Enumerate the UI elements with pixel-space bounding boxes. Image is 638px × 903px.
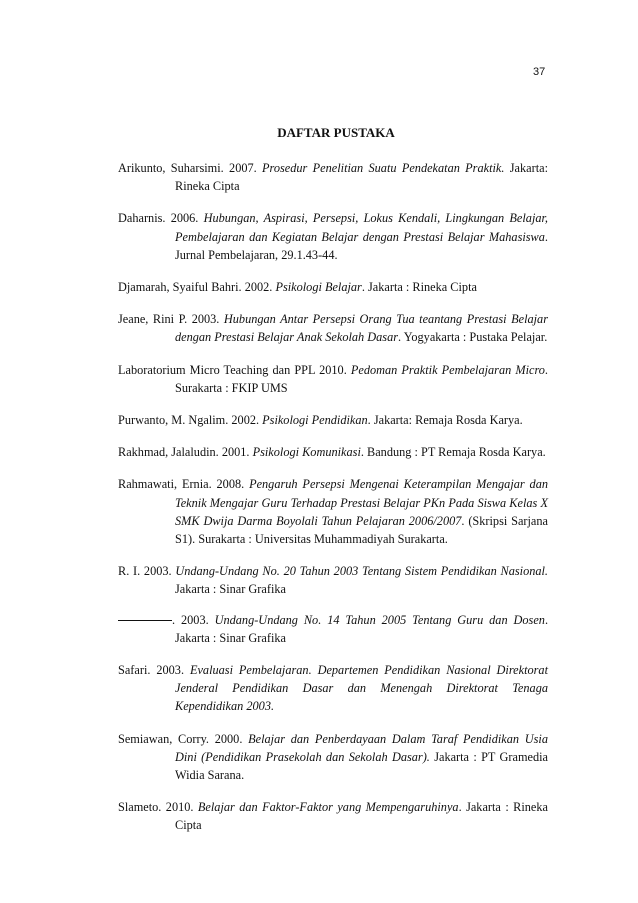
reference-author: Rakhmad, Jalaludin. 2001. (118, 445, 253, 460)
reference-publisher: . Jakarta : Rineka Cipta (175, 800, 548, 833)
page-title: DAFTAR PUSTAKA (277, 125, 395, 140)
reference-author: Daharnis. 2006. (118, 211, 204, 226)
page-number: 37 (533, 66, 546, 78)
reference-entry (118, 730, 548, 785)
reference-author: Arikunto, Suharsimi. 2007. (118, 161, 263, 175)
reference-publisher: . Surakarta : FKIP UMS (175, 362, 548, 395)
reference-entry (118, 661, 548, 716)
reference-author: Laboratorium Micro Teaching dan PPL 2010. (118, 362, 351, 377)
reference-entry (118, 798, 548, 834)
reference-work: Belajar dan Faktor-Faktor yang Mempengaruhinya (197, 800, 459, 815)
reference-entry (118, 159, 548, 195)
reference-author: R. I. 2003. (118, 564, 176, 579)
reference-work: Belajar dan Penberdayaan Dalam Taraf Pendidikan Usia Dini (Pendidikan Prasekolah dan Sekolah Dasar). (175, 731, 548, 764)
reference-publisher: Jakarta : PT Gramedia Widia Sarana. (175, 749, 549, 783)
reference-entry (118, 475, 548, 548)
reference-entry (118, 361, 548, 397)
reference-publisher: . Jakarta : Sinar Grafika (175, 612, 549, 645)
reference-author: Djamarah, Syaiful Bahri. 2002. (118, 280, 276, 295)
reference-publisher: . Jurnal Pembelajaran, 29.1.43-44. (175, 229, 548, 262)
reference-list (118, 159, 548, 849)
same-author-dash (118, 620, 172, 621)
reference-entry (118, 278, 548, 296)
reference-work: Undang-Undang No. 20 Tahun 2003 Tentang Sistem Pendidikan Nasional. (175, 564, 548, 579)
reference-author: Semiawan, Corry. 2000. (118, 731, 249, 746)
reference-author: Purwanto, M. Ngalim. 2002. (118, 413, 263, 428)
reference-publisher: . Yogyakarta : Pustaka Pelajar. (398, 330, 548, 345)
reference-work: Hubungan Antar Persepsi Orang Tua teantang Prestasi Belajar dengan Prestasi Belajar Anak Sekolah Dasar (175, 312, 548, 345)
reference-entry (118, 310, 548, 346)
reference-publisher: Jakarta : Sinar Grafika (175, 582, 286, 597)
reference-entry (118, 443, 548, 461)
reference-author: Slameto. 2010. (118, 800, 198, 815)
reference-author: Jeane, Rini P. 2003. (118, 312, 224, 327)
reference-author: Rahmawati, Ernia. 2008. (118, 477, 250, 492)
reference-work: Hubungan, Aspirasi, Persepsi, Lokus Kendali, Lingkungan Belajar, Pembelajaran dan Kegiatan Belajar dengan Prestasi Belajar Mahasiswa (175, 211, 549, 244)
reference-work: Pedoman Praktik Pembelajaran Micro (350, 362, 545, 377)
reference-work: Psikologi Belajar (275, 280, 362, 295)
reference-publisher: . (Skripsi Sarjana S1). Surakarta : Universitas Muhammadiyah Surakarta. (175, 513, 548, 547)
reference-publisher: . Jakarta : Rineka Cipta (361, 280, 477, 295)
reference-entry (118, 562, 548, 598)
reference-entry (118, 411, 548, 429)
reference-author: . 2003. (172, 612, 215, 627)
reference-work: Psikologi Komunikasi (252, 445, 361, 460)
reference-work: Prosedur Penelitian Suatu Pendekatan Praktik. (262, 161, 505, 175)
reference-publisher: Jakarta: Rineka Cipta (175, 161, 548, 194)
reference-publisher: . Jakarta: Remaja Rosda Karya. (367, 413, 523, 428)
reference-work: Undang-Undang No. 14 Tahun 2005 Tentang Guru dan Dosen (214, 612, 545, 627)
reference-author: Safari. 2003. (118, 663, 190, 678)
reference-work: Pengaruh Persepsi Mengenai Keterampilan Mengajar dan Teknik Mengajar Guru Terhadap Prestasi Belajar PKn Pada Siswa Kelas X SMK Dwija Darma Boyolali Tahun Pelajaran 2006/2007 (175, 477, 548, 528)
reference-entry (118, 611, 548, 647)
reference-work: Evaluasi Pembelajaran. Departemen Pendidikan Nasional Direktorat Jenderal Pendidikan Dasar dan Menengah Direktorat Tenaga Kependidikan 2003. (175, 663, 548, 714)
reference-publisher: . Bandung : PT Remaja Rosda Karya. (360, 445, 546, 460)
reference-work: Psikologi Pendidikan (262, 413, 368, 428)
reference-entry (118, 209, 548, 264)
